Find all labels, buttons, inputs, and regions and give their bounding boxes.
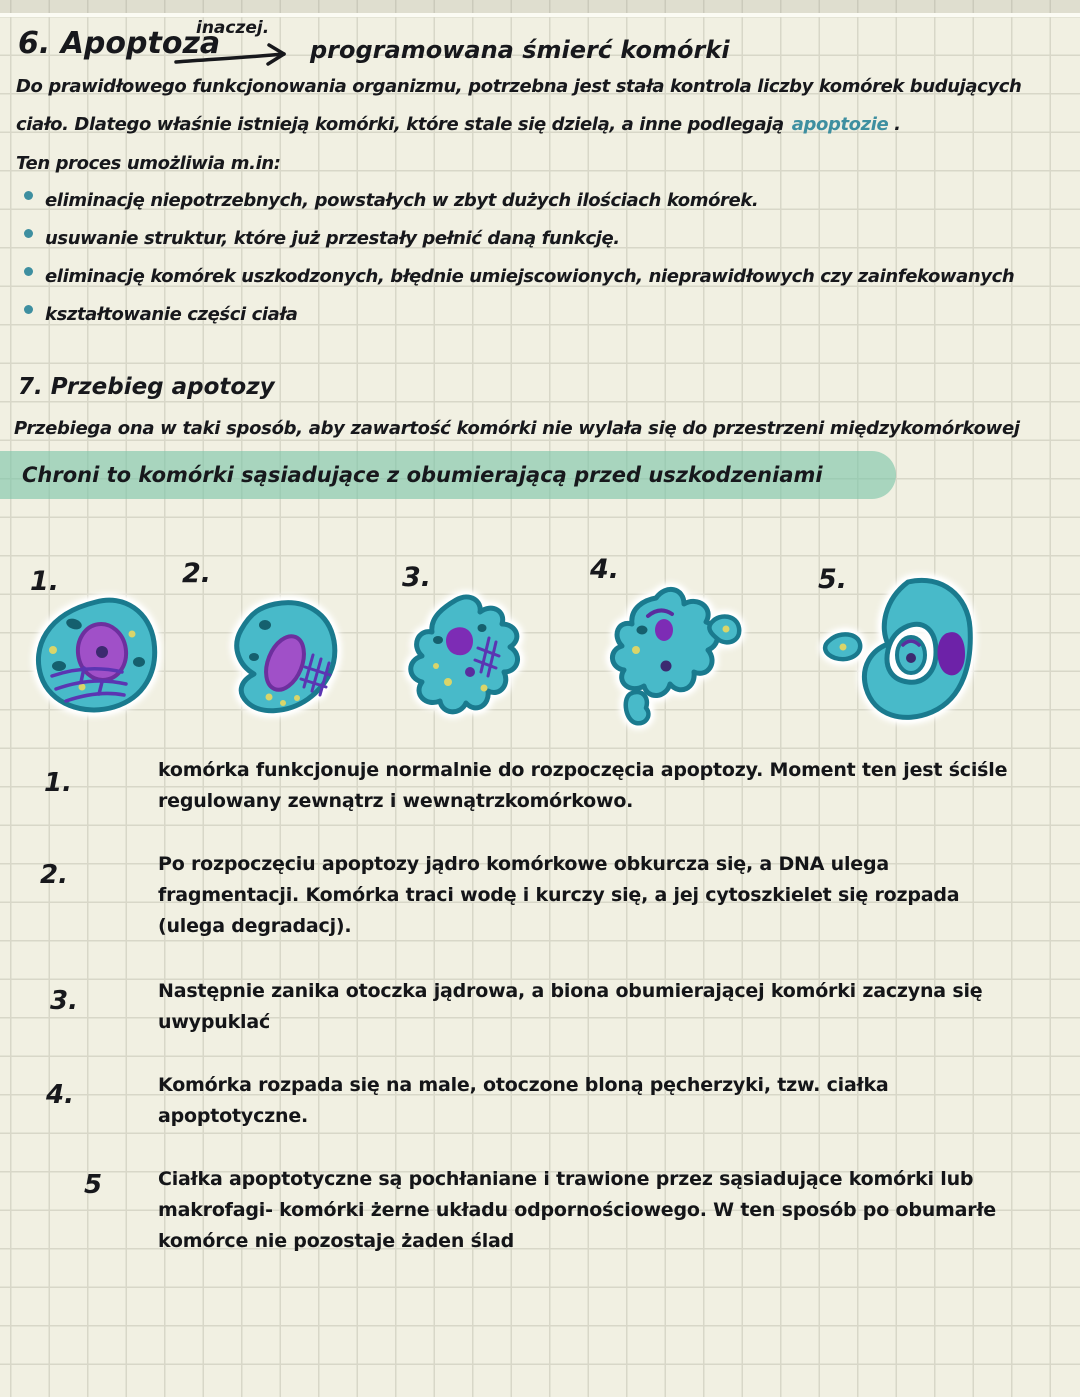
cell-stage3-drawing — [396, 588, 524, 728]
bullet-text: eliminację niepotrzebnych, powstałych w zbyt dużych ilościach komórek. — [45, 190, 759, 211]
section6-definition: programowana śmierć komórki — [310, 36, 730, 64]
accent-word-apoptozie: apoptozie — [791, 114, 889, 135]
cell-stage1-drawing — [26, 592, 166, 717]
intro-line-1: Do prawidłowego funkcjonowania organizmu, potrzebna jest stała kontrola liczby komórek budujących — [16, 76, 1022, 97]
cell-stage4-drawing — [586, 578, 751, 730]
bullet-dot-icon — [24, 267, 33, 276]
stage-text-line: makrofagi- komórki żerne układu odpornościowego. W ten sposób po obumarłe — [158, 1199, 996, 1221]
page-top-edge — [0, 0, 1080, 17]
bullet-dot-icon — [24, 305, 33, 314]
bullet-dot-icon — [24, 229, 33, 238]
stage-text-3 — [158, 976, 1028, 1038]
section7-line: Przebiega ona w taki sposób, aby zawartość komórki nie wylała się do przestrzeni międzykomórkowej — [14, 418, 1020, 439]
bullet-row — [24, 304, 298, 325]
stage-text-line: komórce nie pozostaje żaden ślad — [158, 1230, 515, 1252]
bullet-dot-icon — [24, 191, 33, 200]
stage-text-line: Komórka rozpada się na male, otoczone bloną pęcherzyki, tzw. ciałka — [158, 1074, 889, 1096]
diagram-label-2: 2. — [182, 558, 212, 589]
stage-text-line: komórka funkcjonuje normalnie do rozpoczęcia apoptozy. Moment ten jest ściśle — [158, 759, 1008, 781]
bullet-row — [24, 228, 620, 249]
arrow-icon — [172, 38, 302, 70]
arrow-label: inaczej. — [196, 18, 270, 38]
section7-heading: 7. Przebieg apotozy — [18, 374, 275, 400]
stage-number-4: 4. — [46, 1080, 74, 1110]
stage-text-line: Po rozpoczęciu apoptozy jądro komórkowe obkurcza się, a DNA ulega — [158, 853, 889, 875]
highlighted-text: Chroni to komórki sąsiadujące z obumierającą przed uszkodzeniami — [22, 463, 823, 487]
bullet-row — [24, 190, 758, 211]
intro-line-3: Ten proces umożliwia m.in: — [16, 153, 281, 174]
diagram-label-3: 3. — [402, 562, 432, 593]
stage-number-3: 3. — [50, 986, 78, 1016]
diagram-label-4: 4. — [590, 554, 620, 585]
stage-text-5 — [158, 1164, 1028, 1257]
bullet-row — [24, 266, 1014, 287]
diagram-label-5: 5. — [818, 564, 848, 595]
stage-text-1 — [158, 755, 1028, 817]
stage-text-line: Ciałka apoptotyczne są pochłaniane i trawione przez sąsiadujące komórki lub — [158, 1168, 974, 1190]
intro-line-2-post: . — [888, 114, 901, 135]
stage-number-1: 1. — [44, 768, 72, 798]
cell-stage5-drawing — [810, 576, 975, 728]
stage-number-5: 5 — [84, 1170, 103, 1200]
highlight-bar — [0, 451, 896, 499]
stage-text-4 — [158, 1070, 1028, 1132]
bullet-text: eliminację komórek uszkodzonych, błędnie umiejscowionych, nieprawidłowych czy zainfekowanych — [45, 266, 1015, 287]
stage-text-line: regulowany zewnątrz i wewnątrzkomórkowo. — [158, 790, 634, 812]
diagram-label-1: 1. — [30, 566, 60, 597]
cell-stage2-drawing — [213, 597, 341, 715]
stage-text-2 — [158, 849, 1028, 942]
stage-number-2: 2. — [40, 860, 68, 890]
stage-text-line: uwypuklać — [158, 1011, 271, 1033]
bullet-text: kształtowanie części ciała — [45, 304, 298, 325]
bullet-text: usuwanie struktur, które już przestały pełnić daną funkcję. — [45, 228, 620, 249]
stage-text-line: (ulega degradacj). — [158, 915, 352, 937]
intro-line-2-pre: ciało. Dlatego właśnie istnieją komórki, które stale się dzielą, a inne podlegają — [16, 114, 784, 135]
stage-text-line: Następnie zanika otoczka jądrowa, a biona obumierającej komórki zaczyna się — [158, 980, 983, 1002]
section6-heading: 6. Apoptoza — [18, 26, 221, 61]
intro-line-2 — [16, 114, 901, 135]
stage-text-line: fragmentacji. Komórka traci wodę i kurczy się, a jej cytoszkielet się rozpada — [158, 884, 960, 906]
stage-text-line: apoptotyczne. — [158, 1105, 309, 1127]
